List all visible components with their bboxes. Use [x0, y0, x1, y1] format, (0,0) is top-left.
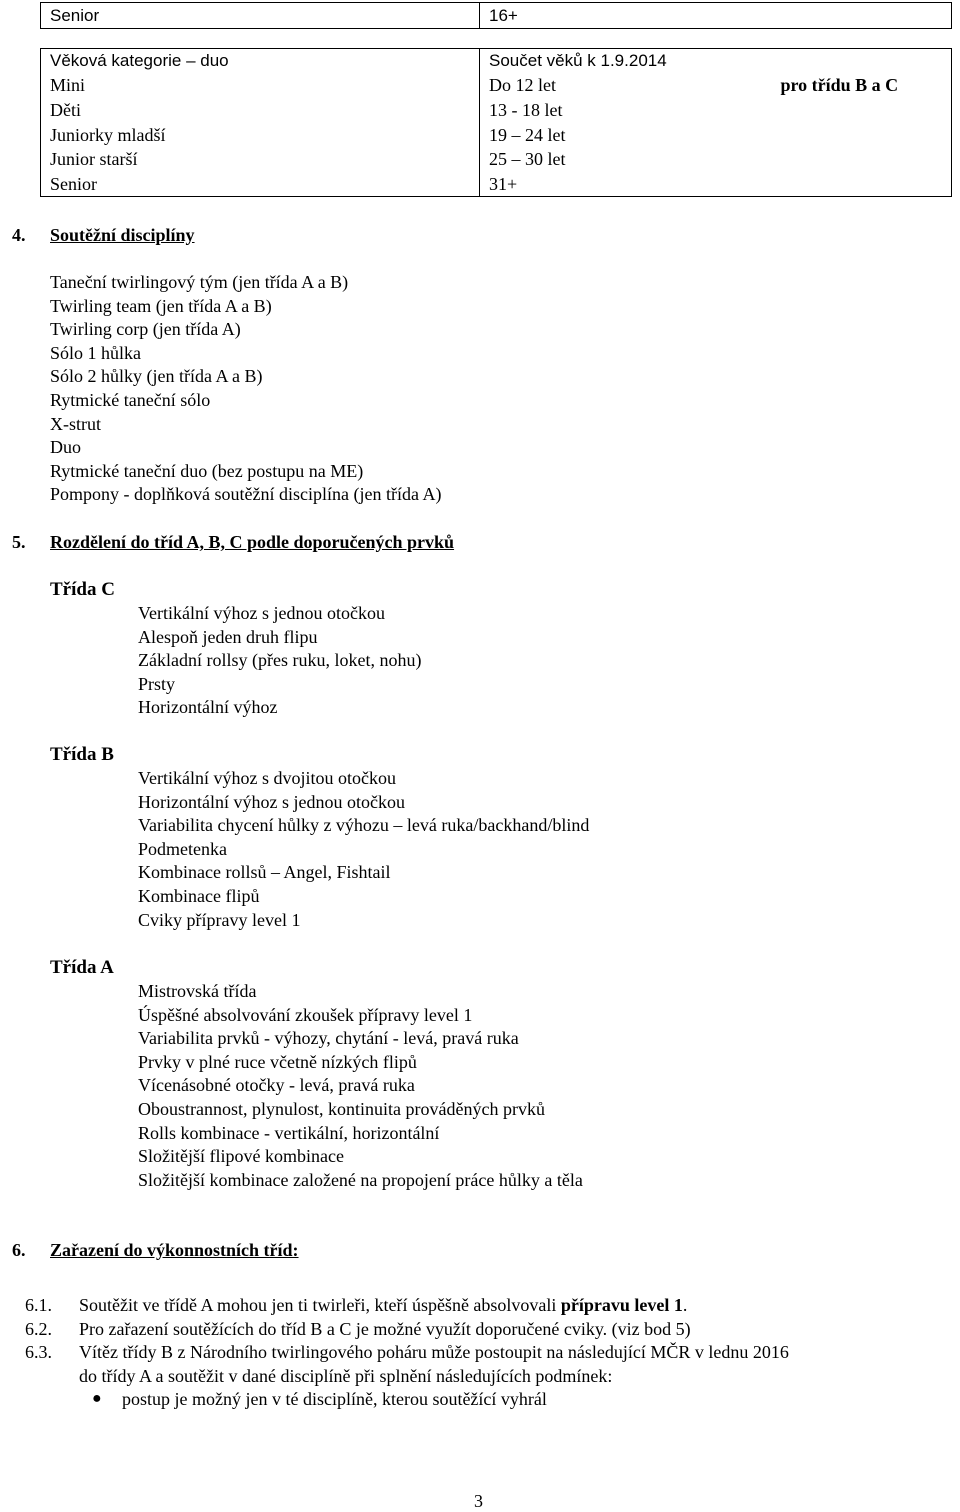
list-item: Prsty	[138, 673, 176, 694]
list-item: Vícenásobné otočky - levá, pravá ruka	[138, 1075, 415, 1096]
section-5-title: Rozdělení do tříd A, B, C podle doporučených prvků	[50, 532, 455, 552]
duo-row-category: Juniorky mladší	[41, 122, 480, 147]
list-item: Vertikální výhoz s jednou otočkou	[138, 603, 385, 623]
top-category-cell: Senior	[41, 3, 480, 29]
list-item: Rytmické taneční duo (bez postupu na ME)	[50, 460, 364, 481]
rule-text-bold: přípravu level 1	[560, 1295, 683, 1315]
list-item: Variabilita chycení hůlky z výhozu – levá ruka/backhand/blind	[138, 815, 590, 836]
list-item: Podmetenka	[138, 838, 227, 859]
rule-text	[79, 1294, 925, 1318]
section-5-number: 5.	[12, 532, 26, 552]
duo-row-age: 31+	[480, 171, 952, 196]
duo-header-age: Součet věků k 1.9.2014	[480, 49, 952, 74]
duo-row-age-value: Do 12 let	[489, 75, 556, 96]
duo-header-category: Věková kategorie – duo	[41, 49, 480, 74]
rule-item	[25, 1318, 925, 1342]
list-item: Rolls kombinace - vertikální, horizontální	[138, 1122, 440, 1143]
list-item: X-strut	[50, 413, 101, 434]
section-6-title: Zařazení do výkonnostních tříd:	[50, 1240, 299, 1260]
rule-text-part: .	[682, 1295, 688, 1315]
section-6-heading	[12, 1240, 612, 1261]
list-item: Sólo 2 hůlky (jen třída A a B)	[50, 366, 263, 387]
section-4-number: 4.	[12, 225, 26, 245]
duo-age-table	[40, 48, 952, 197]
rule-text-line: Vítěz třídy B z Národního twirlingového poháru může postoupit na následující MČR v lednu 2016	[79, 1342, 789, 1362]
list-item: Prvky v plné ruce včetně nízkých flipů	[138, 1051, 417, 1072]
bullet-condition-text: postup je možný jen v té disciplíně, kterou soutěžící vyhrál	[122, 1389, 547, 1409]
list-item: Úspěšné absolvování zkoušek přípravy level 1	[138, 1004, 473, 1025]
list-item: Variabilita prvků - výhozy, chytání - levá, pravá ruka	[138, 1028, 519, 1049]
rule-text: Pro zařazení soutěžících do tříd B a C je možné využít doporučené cviky. (viz bod 5)	[79, 1318, 691, 1339]
senior-row-table	[40, 2, 952, 29]
rule-text-line: do třídy A a soutěžit v dané disciplíně při splnění následujících podmínek:	[79, 1365, 613, 1386]
list-item: Oboustrannost, plynulost, kontinuita prováděných prvků	[138, 1098, 545, 1119]
duo-row-age: 19 – 24 let	[480, 122, 952, 147]
discipline-list	[50, 271, 441, 507]
duo-row-age: 13 - 18 let	[480, 98, 952, 123]
page-number: 3	[474, 1491, 483, 1511]
bullet-icon: ●	[92, 1390, 102, 1407]
list-item: Twirling team (jen třída A a B)	[50, 295, 272, 316]
duo-row-category: Senior	[41, 171, 480, 196]
list-item: Složitější kombinace založené na propojení práce hůlky a těla	[138, 1169, 583, 1190]
list-item: Twirling corp (jen třída A)	[50, 319, 241, 340]
list-item: Pompony - doplňková soutěžní disciplína (jen třída A)	[50, 484, 442, 505]
section-6-number: 6.	[12, 1240, 26, 1260]
class-a-label: Třída A	[50, 957, 114, 978]
classification-rules	[25, 1294, 925, 1388]
section-5-heading	[12, 532, 712, 553]
rule-item	[25, 1341, 925, 1388]
list-item: Složitější flipové kombinace	[138, 1146, 344, 1167]
class-b-list	[138, 767, 589, 932]
class-b-label: Třída B	[50, 744, 114, 765]
class-a-list	[138, 980, 583, 1192]
section-4-title: Soutěžní disciplíny	[50, 225, 195, 245]
list-item: Taneční twirlingový tým (jen třída A a B)	[50, 272, 349, 292]
list-item: Duo	[50, 437, 81, 458]
duo-row-category: Děti	[41, 98, 480, 123]
class-c-label: Třída C	[50, 579, 115, 600]
rule-text-part: Soutěžit ve třídě A mohou jen ti twirleři, kteří úspěšně absolvovali	[79, 1295, 561, 1315]
class-c-list	[138, 602, 421, 720]
duo-row-age: 25 – 30 let	[480, 147, 952, 172]
list-item: Vertikální výhoz s dvojitou otočkou	[138, 768, 396, 788]
list-item: Základní rollsy (přes ruku, loket, nohu)	[138, 650, 422, 671]
list-item: Kombinace rollsů – Angel, Fishtail	[138, 862, 391, 883]
list-item: Sólo 1 hůlka	[50, 342, 142, 363]
rule-number: 6.1.	[25, 1295, 52, 1315]
duo-row-category: Junior starší	[41, 147, 480, 172]
rule-item	[25, 1294, 925, 1318]
list-item: Kombinace flipů	[138, 885, 260, 906]
list-item: Horizontální výhoz s jednou otočkou	[138, 791, 405, 812]
list-item: Horizontální výhoz	[138, 697, 278, 718]
top-age-cell: 16+	[480, 3, 952, 29]
rule-number: 6.3.	[25, 1342, 52, 1362]
rule-number: 6.2.	[25, 1318, 52, 1339]
list-item: Cviky přípravy level 1	[138, 909, 301, 930]
list-item: Mistrovská třída	[138, 981, 257, 1001]
duo-row-category: Mini	[41, 73, 480, 98]
list-item: Alespoň jeden druh flipu	[138, 626, 318, 647]
duo-class-note: pro třídu B a C	[780, 75, 899, 96]
duo-row-age	[480, 73, 952, 98]
section-4-heading	[12, 225, 612, 246]
list-item: Rytmické taneční sólo	[50, 389, 211, 410]
